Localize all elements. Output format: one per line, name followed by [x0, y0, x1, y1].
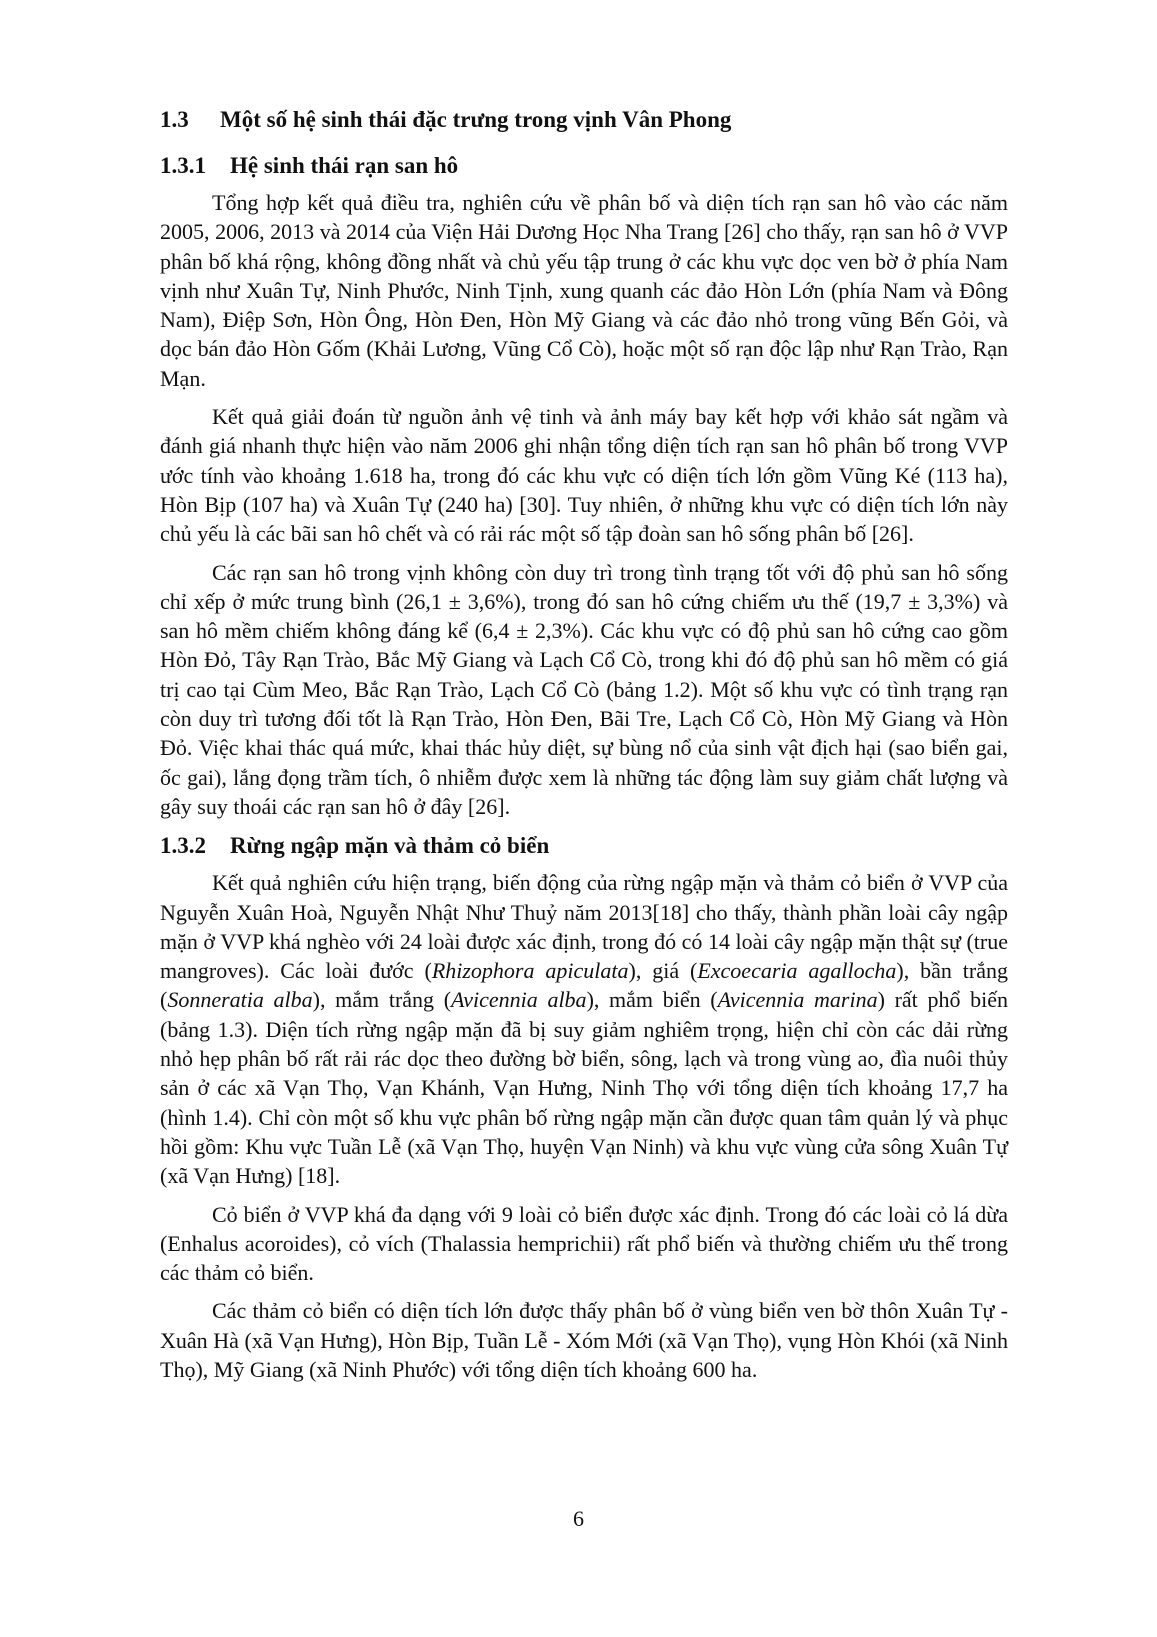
subsection-heading-mangrove [160, 830, 1008, 862]
species-name: Rhizophora apiculata [431, 958, 629, 984]
text-run: ), bần trắng ( [160, 958, 1009, 1013]
species-name: Avicennia alba [451, 987, 587, 1013]
paragraph: Các thảm cỏ biển có diện tích lớn được thấy phân bố ở vùng biển ven bờ thôn Xuân Tự - Xuân Hà (xã Vạn Hưng), Hòn Bịp, Tuần Lễ - Xóm Mới (xã Vạn Thọ), vụng Hòn Khói (xã Ninh Thọ), Mỹ Giang (xã Ninh Phước) với tổng diện tích khoảng 600 ha. [160, 1298, 1008, 1382]
paragraph: Các rạn san hô trong vịnh không còn duy trì trong tình trạng tốt với độ phủ san hô sống chỉ xếp ở mức trung bình (26,1 ± 3,6%), trong đó san hô cứng chiếm ưu thế (19,7 ± 3,3%) và san hô mềm chiếm không đáng kể (6,4 ± 2,3%). Các khu vực có độ phủ san hô cứng cao gồm Hòn Đỏ, Tây Rạn Trào, Bắc Mỹ Giang và Lạch Cổ Cò, trong khi đó độ phủ san hô mềm có giá trị cao tại Cùm Meo, Bắc Rạn Trào, Lạch Cổ Cò (bảng 1.2). Một số khu vực có tình trạng rạn còn duy trì tương đối tốt là Rạn Trào, Hòn Đen, Bãi Tre, Lạch Cổ Cò, Hòn Mỹ Giang và Hòn Đỏ. Việc khai thác quá mức, khai thác hủy diệt, sự bùng nổ của sinh vật địch hại (sao biển gai, ốc gai), lắng đọng trầm tích, ô nhiễm được xem là những tác động làm suy giảm chất lượng và gây suy thoái các rạn san hô ở đây [26]. [160, 559, 1008, 819]
page-number: 6 [573, 1506, 584, 1531]
paragraph: Cỏ biển ở VVP khá đa dạng với 9 loài cỏ biển được xác định. Trong đó các loài cỏ lá dừa (Enhalus acoroides), cỏ vích (Thalassia hemprichii) rất phổ biến và thường chiếm ưu thế trong các thảm cỏ biển. [160, 1201, 1008, 1286]
subsection-number: 1.3.1 [160, 153, 206, 178]
section-number: 1.3 [160, 107, 189, 132]
paragraph: Kết quả giải đoán từ nguồn ảnh vệ tinh và ảnh máy bay kết hợp với khảo sát ngầm và đánh giá nhanh thực hiện vào năm 2006 ghi nhận tổng diện tích rạn san hô phân bố trong VVP ước tính vào khoảng 1.618 ha, trong đó các khu vực có diện tích lớn gồm Vũng Ké (113 ha), Hòn Bịp (107 ha) và Xuân Tự (240 ha) [30]. Tuy nhiên, ở những khu vực có diện tích lớn này chủ yếu là các bãi san hô chết và có rải rác một số tập đoàn san hô sống phân bố [26]. [160, 404, 1008, 547]
paragraph: Tổng hợp kết quả điều tra, nghiên cứu về phân bố và diện tích rạn san hô vào các năm 2005, 2006, 2013 và 2014 của Viện Hải Dương Học Nha Trang [26] cho thấy, rạn san hô ở VVP phân bố khá rộng, không đồng nhất và chủ yếu tập trung ở các khu vực dọc ven bờ ở phía Nam vịnh như Xuân Tự, Ninh Phước, Ninh Tịnh, xung quanh các đảo Hòn Lớn (phía Nam và Đông Nam), Điệp Sơn, Hòn Ông, Hòn Đen, Hòn Mỹ Giang và các đảo nhỏ trong vũng Bến Gỏi, và dọc bán đảo Hòn Gốm (Khải Lương, Vũng Cổ Cò), hoặc một số rạn độc lập như Rạn Trào, Rạn Mạn. [160, 190, 1008, 391]
text-run: ), mắm biển ( [586, 987, 718, 1013]
species-name: Excoecaria agallocha [697, 958, 897, 984]
text-run: Kết quả nghiên cứu hiện trạng, biến động của rừng ngập mặn và thảm cỏ biển ở VVP của Nguyễn Xuân Hoà, Nguyễn Nhật Như Thuỷ năm 2013[18] cho thấy, thành phần loài cây ngập mặn ở VVP khá nghèo với 24 loài được xác định, trong đó có 14 loài cây ngập mặn thật sự (true mangroves). Các loài đước ( [160, 870, 1008, 984]
section-title: Một số hệ sinh thái đặc trưng trong vịnh Vân Phong [220, 107, 732, 132]
subsection-number: 1.3.2 [160, 833, 206, 859]
section-heading [160, 104, 1008, 136]
text-run: ), giá ( [628, 958, 698, 984]
subsection-title: Hệ sinh thái rạn san hô [230, 153, 459, 178]
subsection-title: Rừng ngập mặn và thảm cỏ biển [230, 833, 550, 859]
text-run: ) rất phổ biến (bảng 1.3). Diện tích rừng ngập mặn đã bị suy giảm nghiêm trọng, hiện chỉ còn các dải rừng nhỏ hẹp phân bố rất rải rác dọc theo đường bờ biển, sông, lạch và trong vùng ao, đìa nuôi thủy sản ở các xã Vạn Thọ, Vạn Khánh, Vạn Hưng, Ninh Thọ với tổng diện tích khoảng 17,7 ha (hình 1.4). Chỉ còn một số khu vực phân bố rừng ngập mặn cần được quan tâm quản lý và phục hồi gồm: Khu vực Tuần Lễ (xã Vạn Thọ, huyện Vạn Ninh) và khu vực vùng cửa sông Xuân Tự (xã Vạn Hưng) [18]. [160, 987, 1008, 1189]
species-name: Avicennia marina [717, 987, 878, 1013]
subsection-heading-coral [160, 150, 1008, 182]
species-name: Sonneratia alba [167, 987, 313, 1013]
document-page [160, 104, 1008, 1384]
text-run: ), mắm trắng ( [312, 987, 452, 1013]
paragraph [160, 868, 1008, 1190]
